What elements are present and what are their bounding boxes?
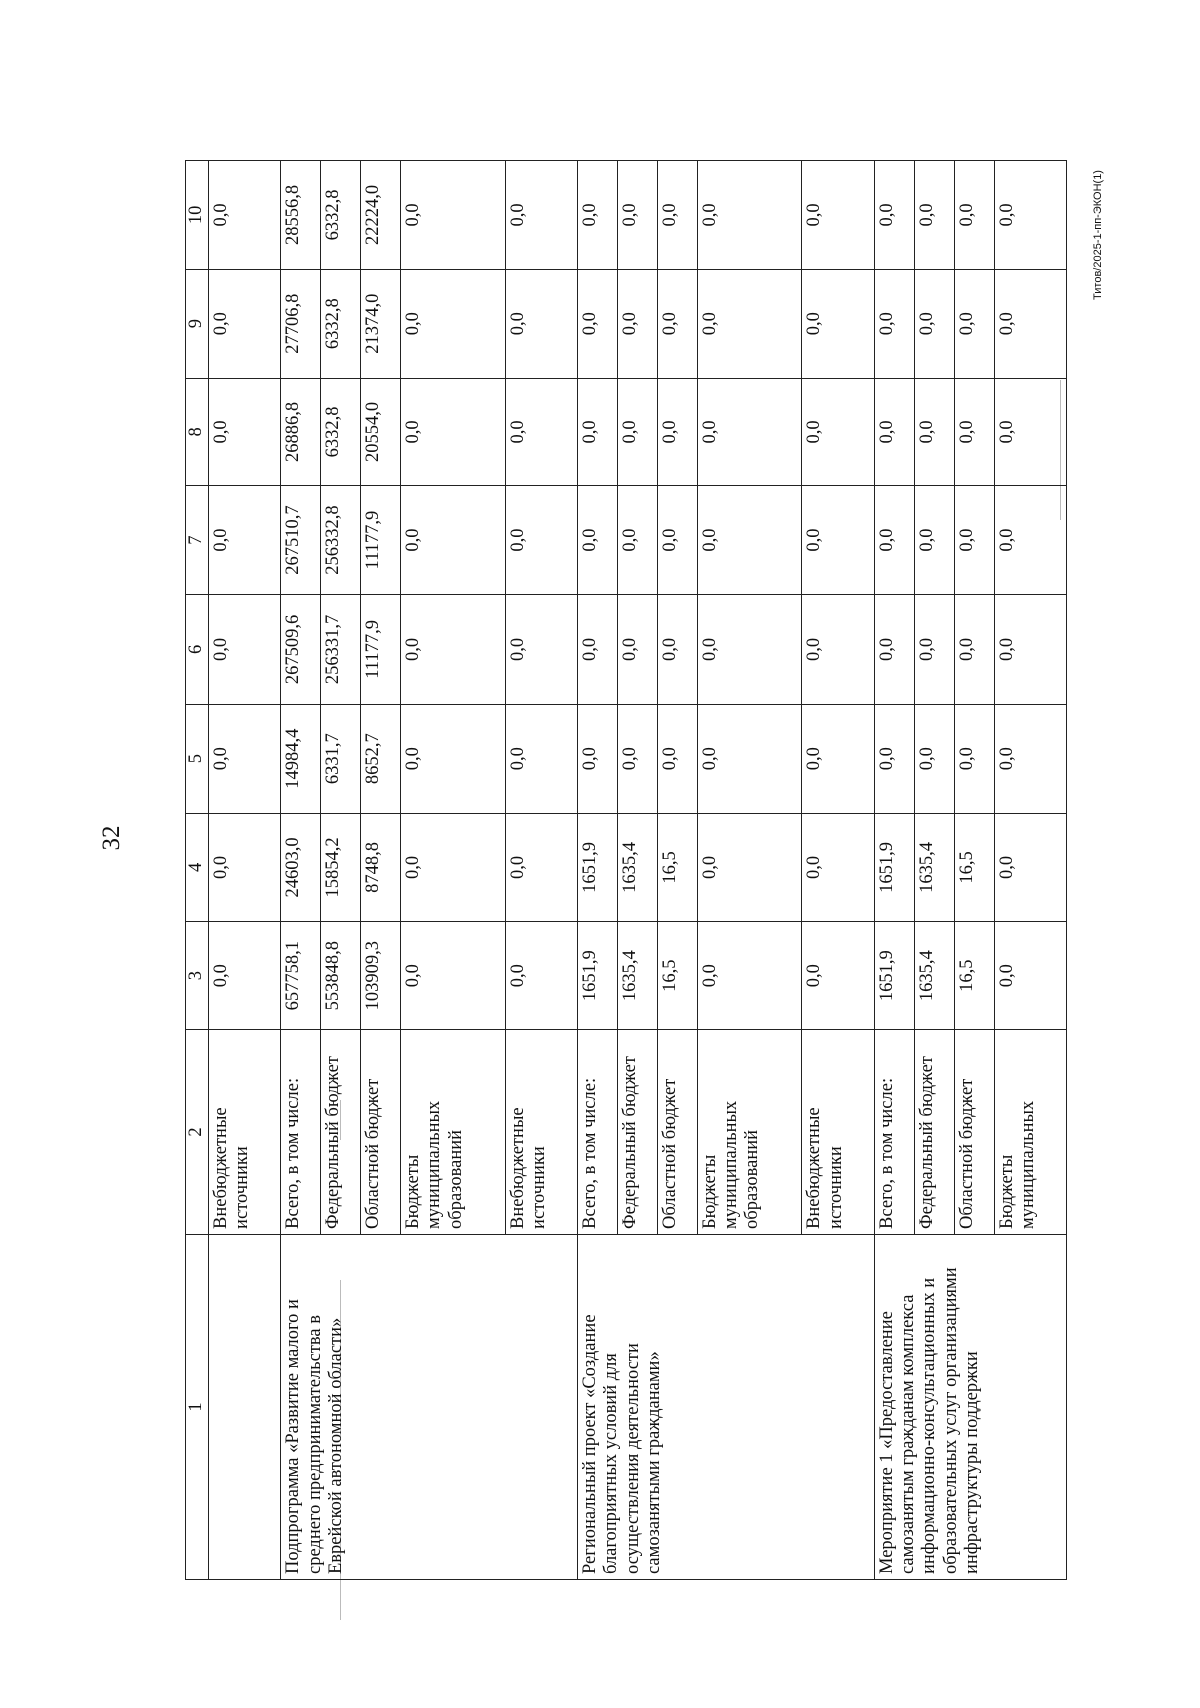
- budget-table: [185, 160, 1067, 1580]
- amount-cell: 0,0: [874, 161, 914, 270]
- amount-cell: 0,0: [657, 594, 697, 704]
- amount-cell: 0,0: [954, 486, 994, 595]
- amount-cell: 0,0: [401, 486, 506, 595]
- amount-cell: 267510,7: [281, 486, 321, 595]
- amount-cell: 0,0: [954, 594, 994, 704]
- amount-cell: 0,0: [617, 704, 657, 813]
- amount-cell: 24603,0: [281, 813, 321, 922]
- amount-cell: 0,0: [914, 161, 954, 270]
- amount-cell: 0,0: [914, 269, 954, 378]
- column-header: 6: [186, 594, 209, 704]
- table-row: [209, 161, 281, 1580]
- amount-cell: 103909,3: [361, 922, 401, 1030]
- column-header: 8: [186, 378, 209, 486]
- amount-cell: 21374,0: [361, 269, 401, 378]
- amount-cell: 16,5: [954, 813, 994, 922]
- amount-cell: 0,0: [994, 486, 1066, 595]
- amount-cell: 0,0: [209, 594, 281, 704]
- amount-cell: 0,0: [697, 378, 802, 486]
- amount-cell: 0,0: [617, 378, 657, 486]
- amount-cell: 0,0: [401, 161, 506, 270]
- amount-cell: 6332,8: [321, 378, 361, 486]
- table-row: [281, 161, 321, 1580]
- amount-cell: 0,0: [954, 378, 994, 486]
- amount-cell: 0,0: [657, 269, 697, 378]
- amount-cell: 0,0: [994, 922, 1066, 1030]
- column-header: 4: [186, 813, 209, 922]
- amount-cell: 1651,9: [874, 922, 914, 1030]
- program-name-cell: [209, 1234, 281, 1579]
- amount-cell: 0,0: [617, 594, 657, 704]
- amount-cell: 11177,9: [361, 486, 401, 595]
- amount-cell: 0,0: [209, 161, 281, 270]
- amount-cell: 0,0: [209, 704, 281, 813]
- amount-cell: 0,0: [578, 704, 618, 813]
- amount-cell: 0,0: [401, 922, 506, 1030]
- amount-cell: 0,0: [697, 922, 802, 1030]
- amount-cell: 1635,4: [914, 813, 954, 922]
- amount-cell: 0,0: [657, 161, 697, 270]
- column-header: 2: [186, 1029, 209, 1234]
- amount-cell: 0,0: [657, 486, 697, 595]
- amount-cell: 0,0: [209, 269, 281, 378]
- funding-source-cell: Внебюджетные источники: [209, 1029, 281, 1234]
- page-number: 32: [98, 825, 125, 851]
- amount-cell: 0,0: [954, 704, 994, 813]
- amount-cell: 27706,8: [281, 269, 321, 378]
- amount-cell: 0,0: [802, 378, 874, 486]
- program-name-cell: Региональный проект «Создание благоприятных условий для осуществления деятельности самозанятыми гражданами»: [578, 1234, 875, 1579]
- amount-cell: 1635,4: [617, 813, 657, 922]
- amount-cell: 0,0: [994, 161, 1066, 270]
- amount-cell: 0,0: [802, 269, 874, 378]
- amount-cell: 16,5: [657, 922, 697, 1030]
- amount-cell: 0,0: [874, 594, 914, 704]
- funding-source-cell: Бюджеты муниципальных образований: [697, 1029, 802, 1234]
- table-header-row: [186, 161, 209, 1580]
- amount-cell: 1651,9: [578, 813, 618, 922]
- amount-cell: 0,0: [505, 378, 577, 486]
- amount-cell: 0,0: [697, 813, 802, 922]
- amount-cell: 0,0: [874, 486, 914, 595]
- amount-cell: 0,0: [914, 704, 954, 813]
- funding-source-cell: Федеральный бюджет: [914, 1029, 954, 1234]
- amount-cell: 0,0: [802, 594, 874, 704]
- amount-cell: 1635,4: [617, 922, 657, 1030]
- funding-source-cell: Всего, в том числе:: [874, 1029, 914, 1234]
- program-name-cell: Подпрограмма «Развитие малого и среднего предпринимательства в Еврейской автономной области»: [281, 1234, 578, 1579]
- column-header: 7: [186, 486, 209, 595]
- funding-source-cell: Бюджеты муниципальных: [994, 1029, 1066, 1234]
- amount-cell: 0,0: [914, 594, 954, 704]
- amount-cell: 0,0: [401, 594, 506, 704]
- column-header: 10: [186, 161, 209, 270]
- amount-cell: 256331,7: [321, 594, 361, 704]
- amount-cell: 8652,7: [361, 704, 401, 813]
- amount-cell: 0,0: [697, 486, 802, 595]
- amount-cell: 0,0: [617, 269, 657, 378]
- amount-cell: 0,0: [505, 594, 577, 704]
- amount-cell: 1651,9: [874, 813, 914, 922]
- amount-cell: 0,0: [994, 704, 1066, 813]
- table-row: [874, 161, 914, 1580]
- funding-source-cell: Федеральный бюджет: [321, 1029, 361, 1234]
- amount-cell: 0,0: [994, 378, 1066, 486]
- funding-source-cell: Областной бюджет: [657, 1029, 697, 1234]
- amount-cell: 0,0: [657, 704, 697, 813]
- funding-source-cell: Всего, в том числе:: [578, 1029, 618, 1234]
- amount-cell: 0,0: [994, 269, 1066, 378]
- amount-cell: 0,0: [578, 161, 618, 270]
- amount-cell: 0,0: [401, 704, 506, 813]
- table-row: [578, 161, 618, 1580]
- amount-cell: 6332,8: [321, 269, 361, 378]
- amount-cell: 0,0: [914, 486, 954, 595]
- amount-cell: 0,0: [802, 161, 874, 270]
- amount-cell: 0,0: [505, 161, 577, 270]
- budget-table-frame: [185, 160, 1067, 1580]
- amount-cell: 22224,0: [361, 161, 401, 270]
- funding-source-cell: Областной бюджет: [954, 1029, 994, 1234]
- amount-cell: 0,0: [505, 486, 577, 595]
- amount-cell: 0,0: [954, 161, 994, 270]
- funding-source-cell: Всего, в том числе:: [281, 1029, 321, 1234]
- amount-cell: 256332,8: [321, 486, 361, 595]
- amount-cell: 0,0: [401, 269, 506, 378]
- amount-cell: 0,0: [505, 704, 577, 813]
- amount-cell: 0,0: [657, 378, 697, 486]
- amount-cell: 0,0: [697, 161, 802, 270]
- column-header: 9: [186, 269, 209, 378]
- amount-cell: 0,0: [578, 269, 618, 378]
- amount-cell: 0,0: [874, 269, 914, 378]
- amount-cell: 0,0: [802, 704, 874, 813]
- funding-source-cell: Федеральный бюджет: [617, 1029, 657, 1234]
- amount-cell: 0,0: [578, 378, 618, 486]
- amount-cell: 6332,8: [321, 161, 361, 270]
- amount-cell: 0,0: [697, 594, 802, 704]
- funding-source-cell: Внебюджетные источники: [802, 1029, 874, 1234]
- column-header: 1: [186, 1234, 209, 1579]
- amount-cell: 0,0: [994, 594, 1066, 704]
- amount-cell: 1635,4: [914, 922, 954, 1030]
- amount-cell: 0,0: [505, 813, 577, 922]
- amount-cell: 11177,9: [361, 594, 401, 704]
- amount-cell: 0,0: [697, 704, 802, 813]
- amount-cell: 0,0: [209, 922, 281, 1030]
- amount-cell: 657758,1: [281, 922, 321, 1030]
- amount-cell: 26886,8: [281, 378, 321, 486]
- amount-cell: 0,0: [914, 378, 954, 486]
- amount-cell: 0,0: [802, 922, 874, 1030]
- amount-cell: 28556,8: [281, 161, 321, 270]
- amount-cell: 0,0: [874, 378, 914, 486]
- amount-cell: 0,0: [209, 813, 281, 922]
- amount-cell: 0,0: [505, 922, 577, 1030]
- amount-cell: 1651,9: [578, 922, 618, 1030]
- column-header: 3: [186, 922, 209, 1030]
- amount-cell: 14984,4: [281, 704, 321, 813]
- program-name-cell: Мероприятие 1 «Предоставление самозанятым гражданам комплекса информационно-консультационных и образовательных услуг организациями инфраструктуры поддержки: [874, 1234, 1066, 1579]
- amount-cell: 0,0: [802, 813, 874, 922]
- amount-cell: 267509,6: [281, 594, 321, 704]
- amount-cell: 0,0: [874, 704, 914, 813]
- amount-cell: 0,0: [209, 486, 281, 595]
- funding-source-cell: Бюджеты муниципальных образований: [401, 1029, 506, 1234]
- amount-cell: 553848,8: [321, 922, 361, 1030]
- amount-cell: 0,0: [994, 813, 1066, 922]
- amount-cell: 0,0: [954, 269, 994, 378]
- amount-cell: 0,0: [617, 486, 657, 595]
- amount-cell: 0,0: [209, 378, 281, 486]
- amount-cell: 15854,2: [321, 813, 361, 922]
- funding-source-cell: Внебюджетные источники: [505, 1029, 577, 1234]
- amount-cell: 0,0: [802, 486, 874, 595]
- amount-cell: 0,0: [401, 813, 506, 922]
- amount-cell: 0,0: [617, 161, 657, 270]
- amount-cell: 8748,8: [361, 813, 401, 922]
- amount-cell: 16,5: [657, 813, 697, 922]
- amount-cell: 6331,7: [321, 704, 361, 813]
- funding-source-cell: Областной бюджет: [361, 1029, 401, 1234]
- amount-cell: 0,0: [578, 594, 618, 704]
- amount-cell: 0,0: [578, 486, 618, 595]
- amount-cell: 0,0: [505, 269, 577, 378]
- document-code: Титов/2025-1-пп-ЭКОН(1): [1092, 170, 1104, 300]
- amount-cell: 20554,0: [361, 378, 401, 486]
- amount-cell: 0,0: [697, 269, 802, 378]
- column-header: 5: [186, 704, 209, 813]
- amount-cell: 16,5: [954, 922, 994, 1030]
- amount-cell: 0,0: [401, 378, 506, 486]
